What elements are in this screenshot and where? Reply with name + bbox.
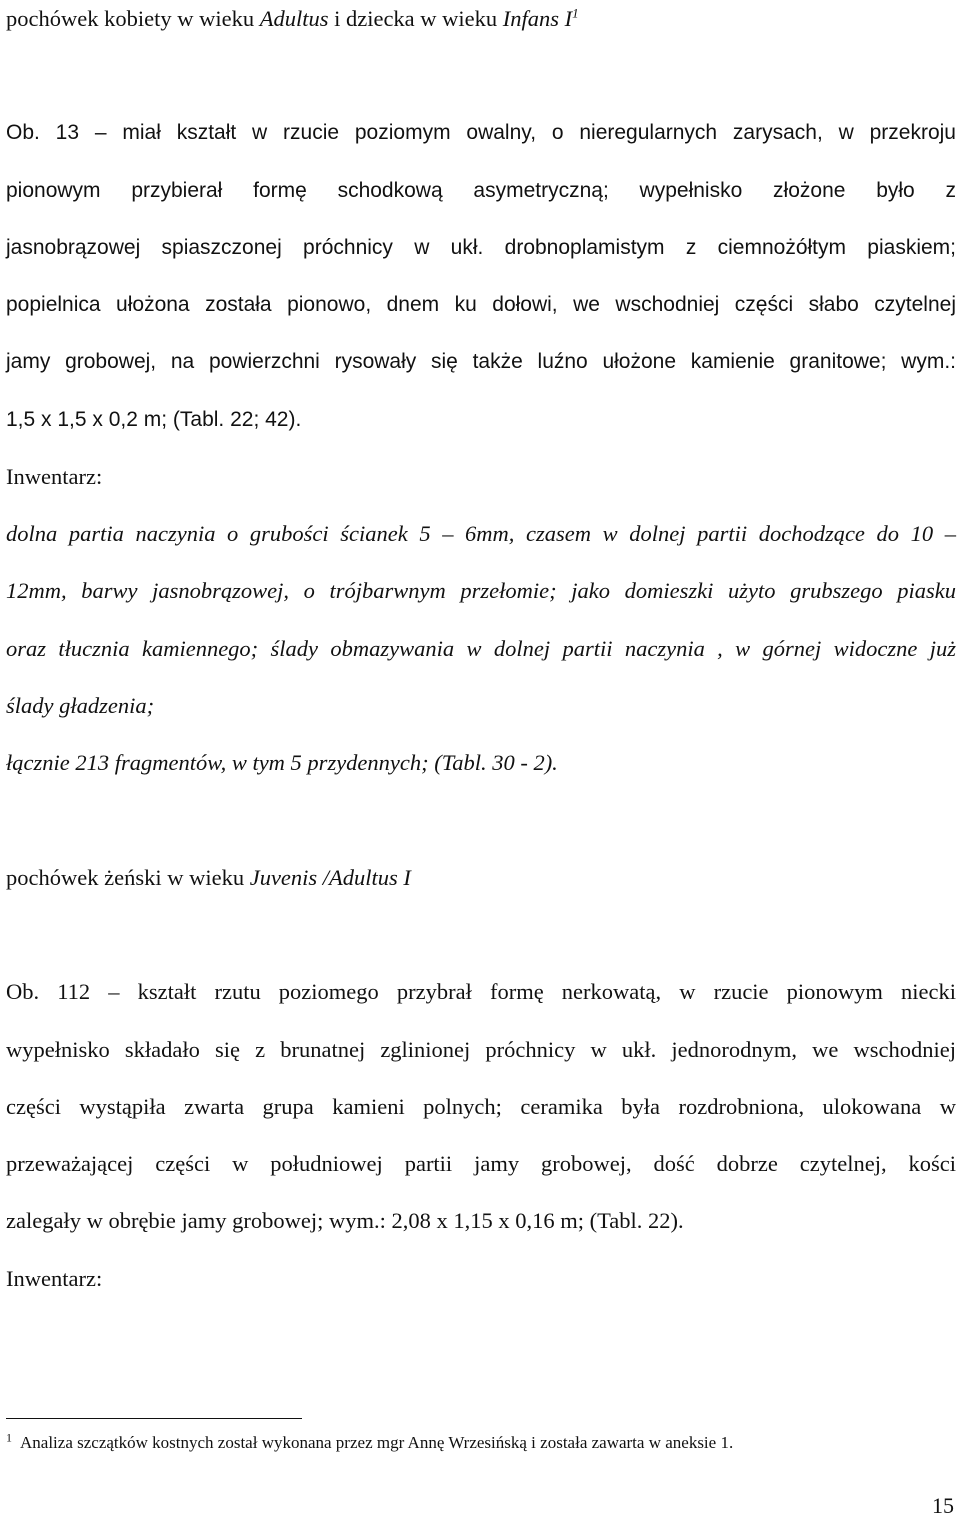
document-page [6, 0, 956, 1526]
paragraph-line: Ob. 13 – miał kształt w rzucie poziomym owalny, o nieregularnych zarysach, w przekroju [6, 121, 956, 144]
paragraph-line: 1,5 x 1,5 x 0,2 m; (Tabl. 22; 42). [6, 408, 302, 431]
paragraph-line: jasnobrązowej spiaszczonej próchnicy w ukł. drobnoplamistym z ciemnożółtym piaskiem; [6, 236, 956, 259]
heading-text: pochówek żeński w wieku [6, 865, 250, 890]
inventory-line: 12mm, barwy jasnobrązowej, o trójbarwnym przełomie; jako domieszki użyto grubszego piasku [6, 578, 956, 603]
inventory-label: Inwentarz: [6, 1266, 103, 1291]
inventory-label: Inwentarz: [6, 464, 103, 489]
footnote-separator [6, 1418, 302, 1419]
inventory-line: ślady gładzenia; [6, 693, 155, 718]
paragraph-line: wypełnisko składało się z brunatnej zglinionej próchnicy w ukł. jednorodnym, we wschodniej [6, 1037, 956, 1062]
inventory-summary: łącznie 213 fragmentów, w tym 5 przydennych; (Tabl. 30 - 2). [6, 750, 558, 775]
footnote [6, 1432, 956, 1454]
inventory-line: oraz tłucznia kamiennego; ślady obmazywania w dolnej partii naczynia , w górnej widoczne już [6, 636, 956, 661]
section-heading-adultus-infans [6, 4, 956, 34]
heading-term-infans: Infans I [502, 6, 573, 31]
inventory-line: dolna partia naczynia o grubości ścianek 5 – 6mm, czasem w dolnej partii dochodzące do 10 – [6, 521, 956, 546]
page-number: 15 [932, 1493, 954, 1518]
paragraph-line: pionowym przybierał formę schodkową asymetryczną; wypełnisko złożone było z [6, 179, 956, 202]
paragraph-line: przeważającej części w południowej partii jamy grobowej, dość dobrze czytelnej, kości [6, 1151, 956, 1176]
heading-term-adultus: Adultus [259, 6, 329, 31]
footnote-text: Analiza szczątków kostnych został wykonana przez mgr Annę Wrzesińską i została zawarta w aneksie 1. [20, 1433, 734, 1452]
paragraph-line: popielnica ułożona została pionowo, dnem ku dołowi, we wschodniej części słabo czytelnej [6, 293, 956, 316]
heading-text: pochówek kobiety w wieku [6, 6, 260, 31]
paragraph-line: części wystąpiła zwarta grupa kamieni polnych; ceramika była rozdrobniona, ulokowana w [6, 1094, 956, 1119]
paragraph-line: jamy grobowej, na powierzchni rysowały się także luźno ułożone kamienie granitowe; wym.: [6, 350, 956, 373]
heading-text: i dziecka w wieku [328, 6, 503, 31]
paragraph-line: Ob. 112 – kształt rzutu poziomego przybrał formę nerkowatą, w rzucie pionowym niecki [6, 979, 956, 1004]
section-heading-juvenis-adultus [6, 863, 956, 893]
footnote-number: 1 [6, 1430, 12, 1445]
footnote-reference: 1 [572, 5, 579, 21]
heading-term-juvenis: Juvenis /Adultus I [249, 865, 411, 890]
paragraph-line: zalegały w obrębie jamy grobowej; wym.: 2,08 x 1,15 x 0,16 m; (Tabl. 22). [6, 1208, 684, 1233]
